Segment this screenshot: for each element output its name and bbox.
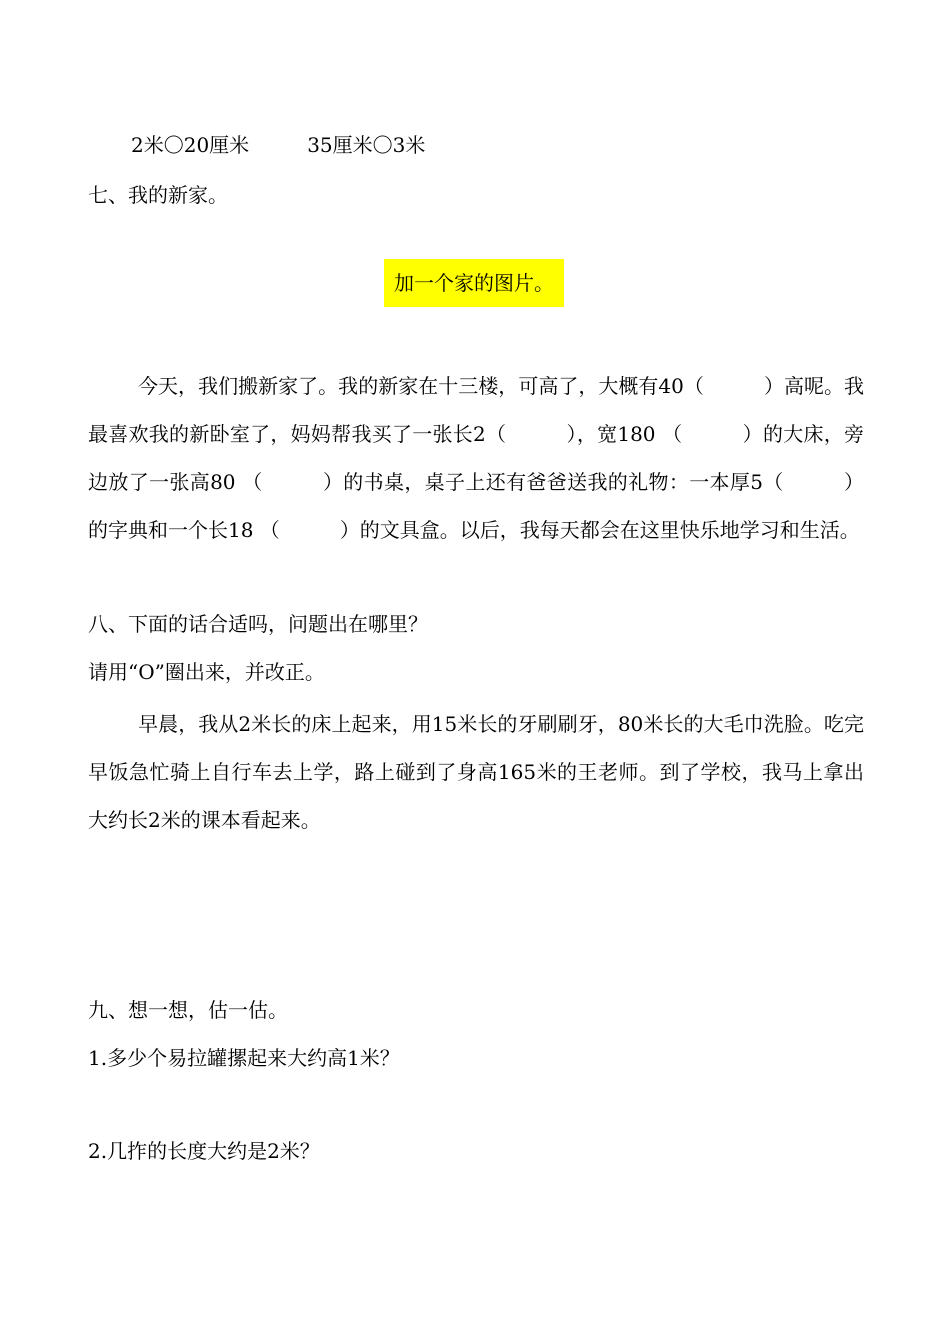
story-part-4: ）的大床，旁边放了一张高80 （ [88,422,865,494]
section-7-story [88,362,864,554]
section-8-instruction: 请用“O”圈出来，并改正。 [88,660,325,684]
comparison-item-1: 2米〇20厘米 [131,133,250,157]
image-placeholder-highlight: 加一个家的图片。 [384,259,564,307]
section-8-paragraph-text: 早晨，我从2米长的床上起来，用15米长的牙刷刷牙，80米长的大毛巾洗脸。吃完早饭急忙骑上自行车去上学，路上碰到了身高165米的王老师。到了学校，我马上拿出大约长2米的课本看起来。 [88,712,864,832]
story-part-5: ）的书桌，桌子上还有爸爸送我的礼物：一本厚5（ [322,470,784,494]
story-part-7: ）的文具盒。以后，我每天都会在这里快乐地学习和生活。 [339,518,860,542]
comparison-row [131,131,425,159]
section-7-title: 七、我的新家。 [88,183,228,207]
section-9-title: 九、想一想，估一估。 [88,998,288,1022]
section-9-question-2: 2.几拃的长度大约是2米？ [88,1139,320,1163]
story-part-6: ）的字典和一个长18 （ [88,470,865,542]
comparison-item-2: 35厘米〇3米 [307,133,426,157]
story-part-2: ）高呢。我最喜欢我的新卧室了，妈妈帮我买了一张长2（ [88,374,865,446]
story-part-3: ），宽180 （ [566,422,683,446]
section-9-question-1: 1.多少个易拉罐摞起来大约高1米？ [88,1046,400,1070]
section-8-paragraph [88,700,864,844]
story-part-1: 今天，我们搬新家了。我的新家在十三楼，可高了，大概有40（ [138,374,704,398]
section-8-title: 八、下面的话合适吗，问题出在哪里？ [88,612,428,636]
